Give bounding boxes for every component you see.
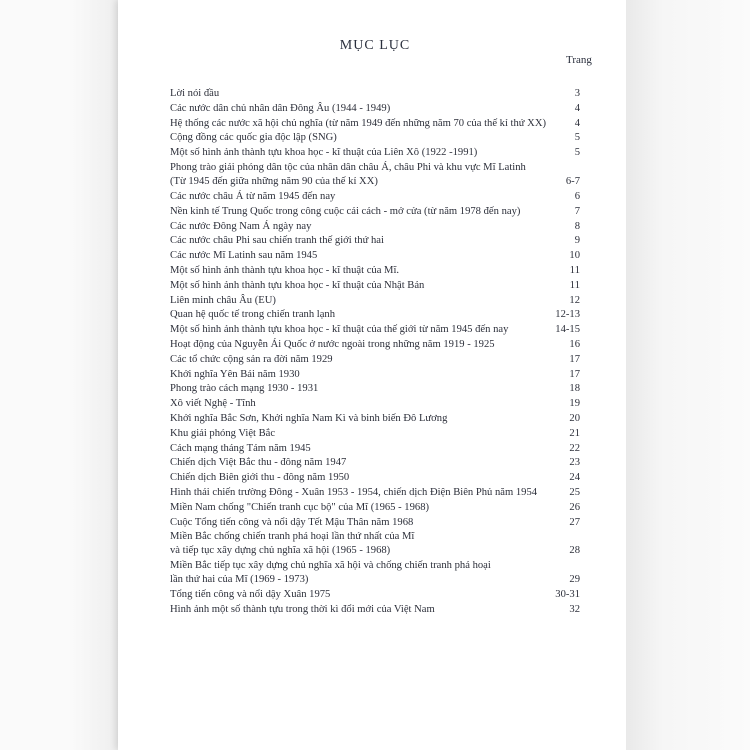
toc-entry-title: Các nước châu Á từ năm 1945 đến nay xyxy=(170,190,336,202)
toc-entry-title: Khu giải phóng Việt Bắc xyxy=(170,427,276,439)
toc-entry-title: Phong trào giải phóng dân tộc của nhân dân châu Á, châu Phi và khu vực Mĩ Latinh xyxy=(170,161,526,173)
toc-entry-title-continued: (Từ 1945 đến giữa những năm 90 của thế kỉ XX) xyxy=(170,175,378,187)
toc-entry xyxy=(170,116,580,131)
toc-entry-title: Các nước Đông Nam Á ngày nay xyxy=(170,220,312,232)
page-column-label: Trang xyxy=(566,54,592,66)
toc-entry-page: 22 xyxy=(569,442,580,454)
toc-entry-page: 23 xyxy=(569,457,580,469)
toc-entry xyxy=(170,558,580,587)
toc-entry-page: 5 xyxy=(574,147,580,159)
toc-entry-page: 17 xyxy=(569,353,580,365)
toc-entry xyxy=(170,441,580,456)
toc-entry-page: 9 xyxy=(574,235,580,247)
toc-entry-title: Miền Bắc tiếp tục xây dựng chủ nghĩa xã hội và chống chiến tranh phá hoại xyxy=(170,560,491,572)
toc-entry xyxy=(170,529,580,558)
toc-entry xyxy=(170,130,580,145)
toc-entry-title: Các nước dân chủ nhân dân Đông Âu (1944 - 1949) xyxy=(170,102,391,114)
toc-entry-page: 7 xyxy=(574,205,580,217)
toc-entry-page: 26 xyxy=(569,501,580,513)
toc-entry-title: Hoạt động của Nguyễn Ái Quốc ở nước ngoài trong những năm 1919 - 1925 xyxy=(170,338,495,350)
toc-entry-page: 27 xyxy=(569,516,580,528)
toc-entry-page: 14-15 xyxy=(555,324,580,336)
toc-entry-page: 5 xyxy=(574,132,580,144)
toc-entry xyxy=(170,367,580,382)
toc-entry xyxy=(170,189,580,204)
toc-entry-title: Miền Bắc chống chiến tranh phá hoại lần thứ nhất của Mĩ xyxy=(170,531,415,543)
toc-entry xyxy=(170,515,580,530)
toc-entry-title: Một số hình ảnh thành tựu khoa học - kĩ thuật của thế giới từ năm 1945 đến nay xyxy=(170,324,509,336)
toc-entry xyxy=(170,204,580,219)
toc-entry xyxy=(170,470,580,485)
toc-entry-title: Hệ thống các nước xã hội chủ nghĩa (từ năm 1949 đến những năm 70 của thế kỉ thứ XX) xyxy=(170,117,547,129)
toc-entry-page: 28 xyxy=(569,545,580,557)
toc-entry xyxy=(170,587,580,602)
toc-entry xyxy=(170,307,580,322)
toc-entry-title: Cuộc Tổng tiến công và nổi dậy Tết Mậu Thân năm 1968 xyxy=(170,516,414,528)
toc-entry-title: Khởi nghĩa Yên Bái năm 1930 xyxy=(170,368,300,380)
toc-entry xyxy=(170,337,580,352)
toc-entry-title: Cách mạng tháng Tám năm 1945 xyxy=(170,442,311,454)
toc-entry-title: Các nước Mĩ Latinh sau năm 1945 xyxy=(170,250,318,262)
toc-entry-page: 29 xyxy=(569,574,580,586)
toc-entry-title: Hình thái chiến trường Đông - Xuân 1953 - 1954, chiến dịch Điện Biên Phủ năm 1954 xyxy=(170,486,538,498)
toc-entry-title: Khởi nghĩa Bắc Sơn, Khởi nghĩa Nam Kì và binh biến Đô Lương xyxy=(170,412,448,424)
toc-entry-title: Hình ảnh một số thành tựu trong thời kì đổi mới của Việt Nam xyxy=(170,604,435,616)
toc-entry-page: 17 xyxy=(569,368,580,380)
toc-entry xyxy=(170,352,580,367)
toc-entry-title: Chiến dịch Việt Bắc thu - đông năm 1947 xyxy=(170,457,347,469)
toc-entry-page: 10 xyxy=(569,250,580,262)
toc-entry-page: 25 xyxy=(569,486,580,498)
toc-entry-page: 19 xyxy=(569,398,580,410)
toc-entry xyxy=(170,485,580,500)
toc-entry-title: Nền kinh tế Trung Quốc trong công cuộc cải cách - mở cửa (từ năm 1978 đến nay) xyxy=(170,205,521,217)
toc-entry xyxy=(170,219,580,234)
toc-entry-page: 24 xyxy=(569,472,580,484)
toc-entry xyxy=(170,500,580,515)
toc-entry-title: Xô viết Nghệ - Tĩnh xyxy=(170,398,256,410)
toc-entry-page: 12 xyxy=(569,294,580,306)
toc-entry-page: 30-31 xyxy=(555,589,580,601)
toc-entry-title: Tổng tiến công và nổi dậy Xuân 1975 xyxy=(170,589,331,601)
toc-entry-page: 11 xyxy=(569,279,580,291)
toc-entry-page: 6-7 xyxy=(565,175,580,187)
toc-entry-title: Các nước châu Phi sau chiến tranh thế giới thứ hai xyxy=(170,235,384,247)
toc-entry-page: 11 xyxy=(569,264,580,276)
toc-entry xyxy=(170,145,580,160)
toc-entry-title-continued: lần thứ hai của Mĩ (1969 - 1973) xyxy=(170,574,309,586)
toc-entry-page: 3 xyxy=(574,88,580,99)
toc-entry xyxy=(170,381,580,396)
toc-entry-page: 16 xyxy=(569,338,580,350)
toc-entry-title: Một số hình ảnh thành tựu khoa học - kĩ thuật của Liên Xô (1922 -1991) xyxy=(170,147,478,159)
toc-entry xyxy=(170,86,580,101)
toc-entry-title: Liên minh châu Âu (EU) xyxy=(170,294,276,306)
toc-entry-page: 4 xyxy=(574,117,580,129)
toc-entry xyxy=(170,426,580,441)
background-right xyxy=(626,0,750,750)
toc-entry-title: Miền Nam chống "Chiến tranh cục bộ" của Mĩ (1965 - 1968) xyxy=(170,501,430,513)
toc-entry xyxy=(170,411,580,426)
toc-entry xyxy=(170,233,580,248)
toc-entry xyxy=(170,263,580,278)
page-title: MỤC LỤC xyxy=(339,38,411,53)
toc-entry xyxy=(170,248,580,263)
toc-entry xyxy=(170,455,580,470)
toc-entry-title: Các tổ chức cộng sản ra đời năm 1929 xyxy=(170,353,333,365)
toc-entry xyxy=(170,602,580,617)
toc-entry-page: 18 xyxy=(569,383,580,395)
toc-entry-title: Một số hình ảnh thành tựu khoa học - kĩ thuật của Mĩ. xyxy=(170,264,400,276)
toc-entry xyxy=(170,101,580,116)
background-left xyxy=(0,0,118,750)
table-of-contents xyxy=(170,86,580,617)
toc-entry-title: Quan hệ quốc tế trong chiến tranh lạnh xyxy=(170,309,336,321)
toc-entry-page: 20 xyxy=(569,412,580,424)
toc-entry-title-continued: và tiếp tục xây dựng chủ nghĩa xã hội (1965 - 1968) xyxy=(170,545,391,557)
toc-entry xyxy=(170,396,580,411)
toc-entry-page: 21 xyxy=(569,427,580,439)
toc-entry-title: Chiến dịch Biên giới thu - đông năm 1950 xyxy=(170,472,350,484)
toc-entry-page: 12-13 xyxy=(555,309,580,321)
toc-entry xyxy=(170,293,580,308)
toc-entry-title: Một số hình ảnh thành tựu khoa học - kĩ thuật của Nhật Bản xyxy=(170,279,425,291)
toc-entry xyxy=(170,322,580,337)
toc-entry-title: Cộng đồng các quốc gia độc lập (SNG) xyxy=(170,132,337,144)
toc-entry-title: Lời nói đầu xyxy=(170,88,220,99)
toc-entry-page: 6 xyxy=(574,190,580,202)
toc-entry xyxy=(170,160,580,189)
toc-entry-page: 4 xyxy=(574,102,580,114)
toc-entry-page: 8 xyxy=(574,220,580,232)
toc-entry-page: 32 xyxy=(569,604,580,616)
toc-entry xyxy=(170,278,580,293)
toc-entry-title: Phong trào cách mạng 1930 - 1931 xyxy=(170,383,319,395)
